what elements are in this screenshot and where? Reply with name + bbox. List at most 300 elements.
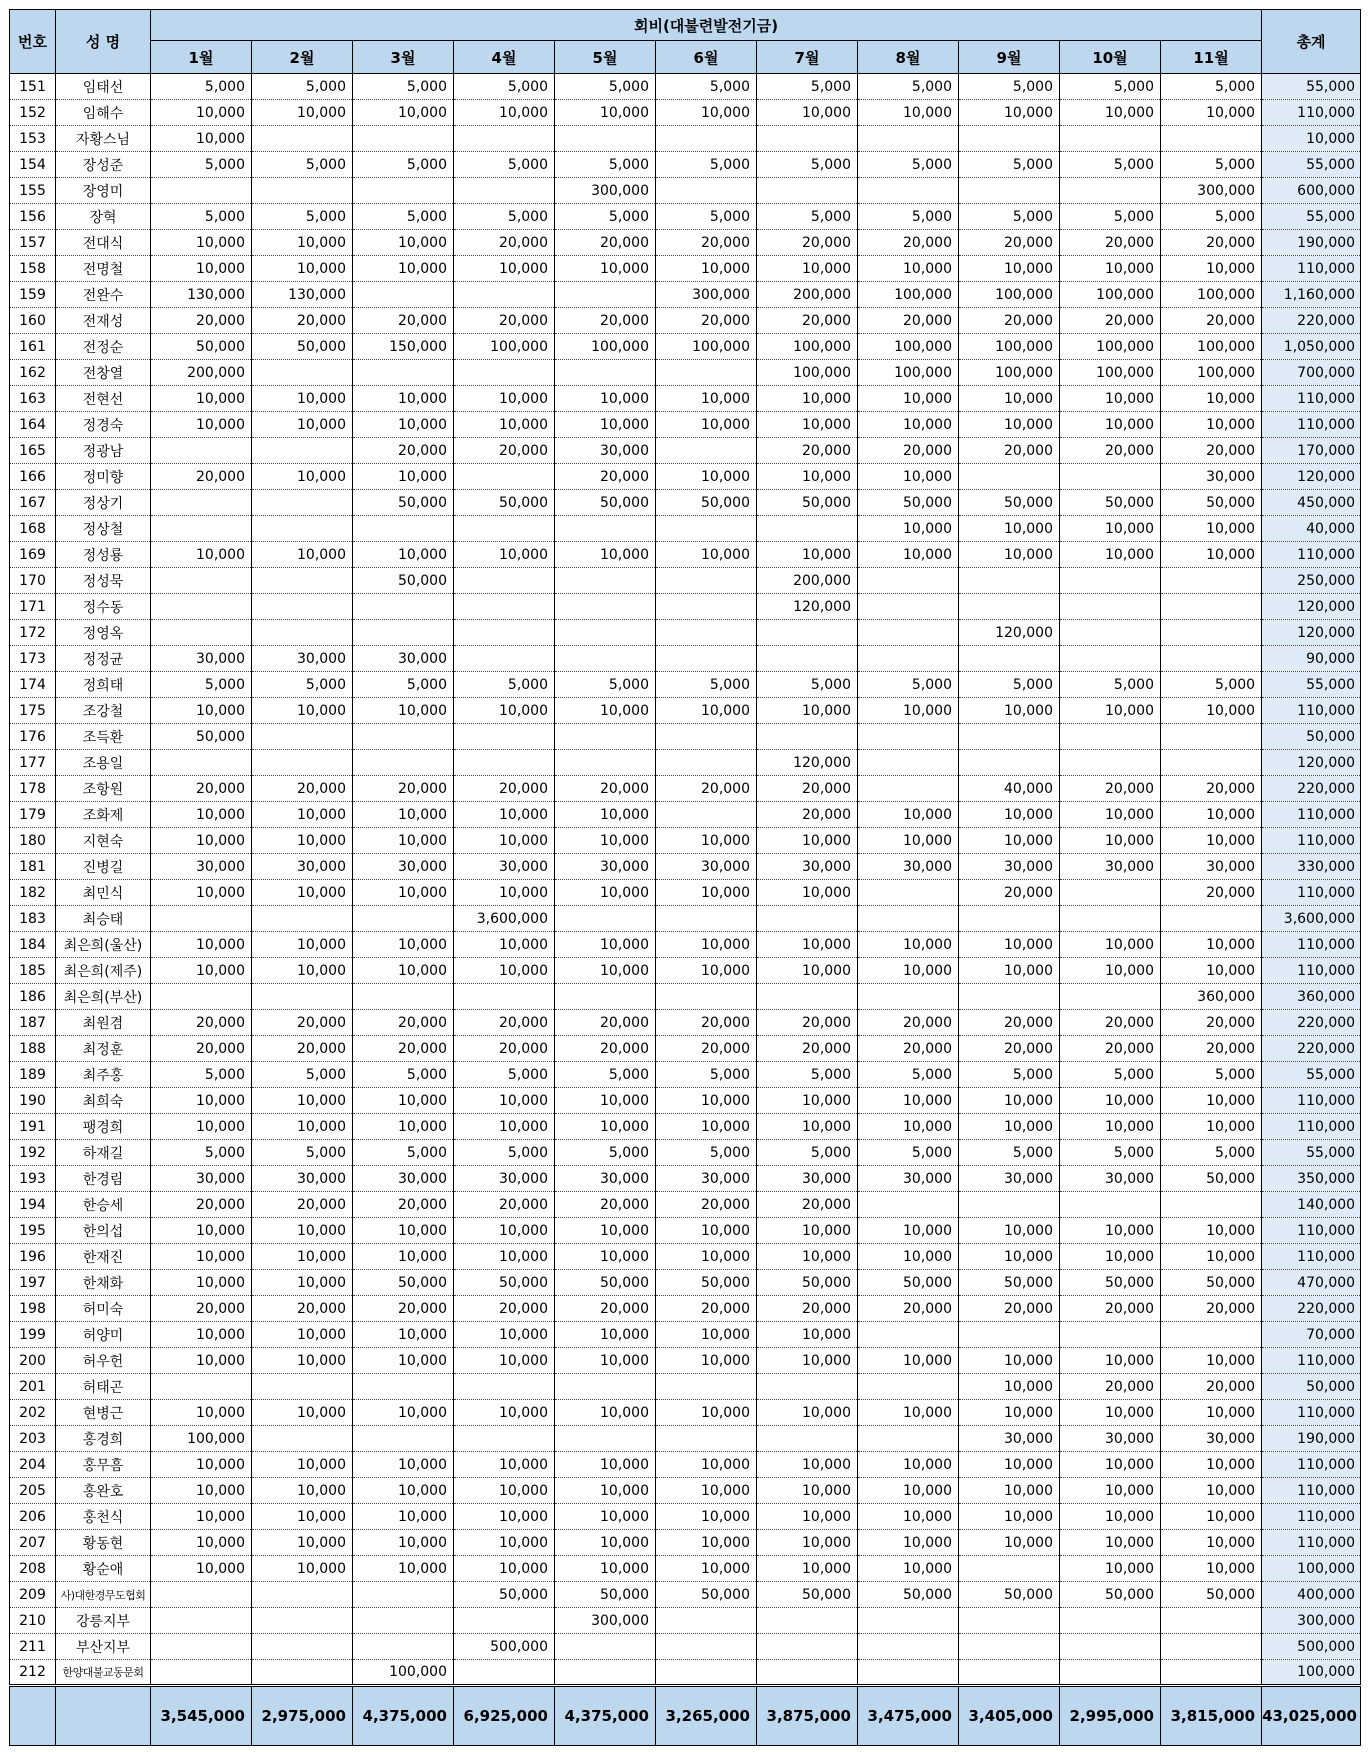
month-amount: 10,000 — [1161, 802, 1262, 828]
month-amount: 10,000 — [454, 100, 555, 126]
month-amount: 50,000 — [1161, 1582, 1262, 1608]
month-amount — [1060, 646, 1161, 672]
month-amount — [1161, 1660, 1262, 1686]
member-name: 조화제 — [56, 802, 151, 828]
month-amount: 10,000 — [151, 1244, 252, 1270]
month-amount: 5,000 — [656, 74, 757, 100]
row-total: 120,000 — [1262, 620, 1361, 646]
row-number: 189 — [10, 1062, 56, 1088]
month-amount: 30,000 — [252, 646, 353, 672]
table-row — [10, 542, 1361, 568]
month-amount: 5,000 — [858, 204, 959, 230]
month-amount: 10,000 — [1060, 1218, 1161, 1244]
month-amount: 10,000 — [858, 464, 959, 490]
totals-blank-name — [56, 1686, 151, 1746]
month-amount — [252, 1582, 353, 1608]
month-amount — [454, 594, 555, 620]
row-total: 110,000 — [1262, 698, 1361, 724]
table-row — [10, 1582, 1361, 1608]
table-row — [10, 672, 1361, 698]
month-amount: 10,000 — [858, 1530, 959, 1556]
month-amount — [656, 620, 757, 646]
month-amount: 50,000 — [151, 724, 252, 750]
month-amount: 10,000 — [1161, 698, 1262, 724]
month-amount: 10,000 — [959, 516, 1060, 542]
month-amount: 50,000 — [757, 1582, 858, 1608]
table-row — [10, 1036, 1361, 1062]
row-total: 220,000 — [1262, 308, 1361, 334]
month-amount — [454, 178, 555, 204]
month-amount — [1161, 1322, 1262, 1348]
row-total: 10,000 — [1262, 126, 1361, 152]
table-row — [10, 1530, 1361, 1556]
month-amount — [858, 1192, 959, 1218]
row-number: 199 — [10, 1322, 56, 1348]
member-name: 전대식 — [56, 230, 151, 256]
month-amount: 5,000 — [959, 1140, 1060, 1166]
member-name: 허우헌 — [56, 1348, 151, 1374]
month-amount: 10,000 — [454, 1504, 555, 1530]
month-amount: 10,000 — [353, 1244, 454, 1270]
month-amount — [1060, 464, 1161, 490]
row-total: 55,000 — [1262, 672, 1361, 698]
table-row — [10, 1634, 1361, 1660]
month-amount: 20,000 — [454, 438, 555, 464]
member-name: 한의섭 — [56, 1218, 151, 1244]
month-amount: 500,000 — [454, 1634, 555, 1660]
month-amount: 100,000 — [858, 282, 959, 308]
month-amount: 30,000 — [757, 854, 858, 880]
month-amount: 10,000 — [151, 958, 252, 984]
month-amount: 10,000 — [858, 1504, 959, 1530]
month-amount: 5,000 — [454, 74, 555, 100]
row-total: 110,000 — [1262, 1478, 1361, 1504]
month-amount: 50,000 — [1161, 1270, 1262, 1296]
month-amount: 10,000 — [858, 1348, 959, 1374]
member-name: 최민식 — [56, 880, 151, 906]
month-amount: 30,000 — [454, 854, 555, 880]
table-row — [10, 178, 1361, 204]
month-amount: 10,000 — [1060, 256, 1161, 282]
member-name: 정상철 — [56, 516, 151, 542]
month-amount: 10,000 — [252, 880, 353, 906]
row-number: 155 — [10, 178, 56, 204]
month-amount: 50,000 — [252, 334, 353, 360]
month-amount: 5,000 — [757, 1140, 858, 1166]
month-amount: 10,000 — [454, 386, 555, 412]
month-amount: 20,000 — [555, 308, 656, 334]
month-amount: 20,000 — [1060, 1374, 1161, 1400]
month-amount: 20,000 — [757, 438, 858, 464]
month-amount — [1161, 1608, 1262, 1634]
month-amount: 300,000 — [656, 282, 757, 308]
month-amount: 20,000 — [1161, 230, 1262, 256]
month-amount: 5,000 — [757, 74, 858, 100]
month-amount — [353, 1608, 454, 1634]
month-amount: 150,000 — [353, 334, 454, 360]
month-amount: 20,000 — [1161, 776, 1262, 802]
month-amount: 20,000 — [1060, 776, 1161, 802]
member-name: 조항원 — [56, 776, 151, 802]
row-number: 205 — [10, 1478, 56, 1504]
month-amount: 10,000 — [353, 1400, 454, 1426]
month-amount — [757, 646, 858, 672]
month-amount: 10,000 — [858, 1088, 959, 1114]
month-amount: 20,000 — [959, 1296, 1060, 1322]
table-row — [10, 334, 1361, 360]
month-amount: 5,000 — [353, 672, 454, 698]
month-amount — [353, 1634, 454, 1660]
month-amount: 10,000 — [1161, 542, 1262, 568]
totals-row — [10, 1686, 1361, 1746]
table-row — [10, 1244, 1361, 1270]
header-name: 성 명 — [56, 10, 151, 74]
month-amount — [656, 568, 757, 594]
month-amount: 10,000 — [1161, 1556, 1262, 1582]
month-amount: 20,000 — [555, 1010, 656, 1036]
row-total: 70,000 — [1262, 1322, 1361, 1348]
table-body — [10, 74, 1361, 1686]
month-amount: 20,000 — [151, 1010, 252, 1036]
row-number: 191 — [10, 1114, 56, 1140]
row-total: 90,000 — [1262, 646, 1361, 672]
row-total: 120,000 — [1262, 750, 1361, 776]
month-amount — [959, 646, 1060, 672]
month-amount: 10,000 — [151, 1348, 252, 1374]
month-amount: 10,000 — [555, 698, 656, 724]
month-header-row — [10, 41, 1361, 74]
month-amount — [858, 724, 959, 750]
month-amount: 10,000 — [1161, 958, 1262, 984]
month-total: 3,815,000 — [1161, 1686, 1262, 1746]
table-row — [10, 646, 1361, 672]
month-amount: 20,000 — [151, 464, 252, 490]
row-total: 3,600,000 — [1262, 906, 1361, 932]
row-number: 165 — [10, 438, 56, 464]
row-number: 209 — [10, 1582, 56, 1608]
month-amount — [1161, 906, 1262, 932]
month-amount — [252, 360, 353, 386]
month-amount: 10,000 — [252, 828, 353, 854]
month-amount: 10,000 — [151, 880, 252, 906]
row-total: 220,000 — [1262, 1296, 1361, 1322]
month-amount: 20,000 — [959, 230, 1060, 256]
month-amount: 10,000 — [757, 1530, 858, 1556]
month-amount: 10,000 — [1161, 1400, 1262, 1426]
row-total: 110,000 — [1262, 1400, 1361, 1426]
month-amount: 100,000 — [757, 334, 858, 360]
member-name: 한채화 — [56, 1270, 151, 1296]
month-amount — [1060, 568, 1161, 594]
grand-total: 43,025,000 — [1262, 1686, 1361, 1746]
month-amount: 10,000 — [858, 698, 959, 724]
member-name: 정수동 — [56, 594, 151, 620]
month-amount — [1060, 750, 1161, 776]
table-row — [10, 282, 1361, 308]
month-amount: 100,000 — [1161, 282, 1262, 308]
row-number: 197 — [10, 1270, 56, 1296]
month-amount: 10,000 — [656, 1556, 757, 1582]
month-amount: 300,000 — [555, 178, 656, 204]
member-name: 한경림 — [56, 1166, 151, 1192]
month-total: 3,405,000 — [959, 1686, 1060, 1746]
month-amount: 10,000 — [1060, 1504, 1161, 1530]
month-amount: 5,000 — [555, 74, 656, 100]
month-amount: 10,000 — [858, 1452, 959, 1478]
month-amount: 10,000 — [555, 880, 656, 906]
month-amount — [353, 282, 454, 308]
table-row — [10, 1114, 1361, 1140]
month-amount: 20,000 — [656, 776, 757, 802]
header-total: 총계 — [1262, 10, 1361, 74]
month-amount: 10,000 — [757, 464, 858, 490]
month-amount: 30,000 — [858, 1166, 959, 1192]
table-row — [10, 1218, 1361, 1244]
table-row — [10, 152, 1361, 178]
month-amount — [454, 1660, 555, 1686]
member-name: 전창열 — [56, 360, 151, 386]
row-total: 300,000 — [1262, 1608, 1361, 1634]
row-total: 110,000 — [1262, 256, 1361, 282]
month-amount: 5,000 — [1060, 1140, 1161, 1166]
month-amount — [858, 126, 959, 152]
row-total: 110,000 — [1262, 1348, 1361, 1374]
month-amount: 10,000 — [1161, 516, 1262, 542]
month-amount: 10,000 — [757, 1452, 858, 1478]
row-number: 188 — [10, 1036, 56, 1062]
month-amount: 10,000 — [1060, 1478, 1161, 1504]
month-amount: 10,000 — [151, 1322, 252, 1348]
row-total: 110,000 — [1262, 932, 1361, 958]
month-amount — [454, 1608, 555, 1634]
month-amount: 20,000 — [353, 438, 454, 464]
month-amount — [252, 126, 353, 152]
row-total: 50,000 — [1262, 724, 1361, 750]
row-number: 152 — [10, 100, 56, 126]
month-amount: 5,000 — [454, 152, 555, 178]
row-number: 169 — [10, 542, 56, 568]
table-row — [10, 1426, 1361, 1452]
row-number: 185 — [10, 958, 56, 984]
row-number: 178 — [10, 776, 56, 802]
month-total: 6,925,000 — [454, 1686, 555, 1746]
member-name: 홍경희 — [56, 1426, 151, 1452]
month-amount — [757, 1660, 858, 1686]
month-amount: 50,000 — [1161, 1166, 1262, 1192]
month-amount: 10,000 — [959, 386, 1060, 412]
month-amount: 30,000 — [151, 854, 252, 880]
month-amount — [252, 438, 353, 464]
month-amount: 10,000 — [1060, 516, 1161, 542]
month-amount: 5,000 — [252, 1140, 353, 1166]
month-amount — [757, 724, 858, 750]
header-month: 5월 — [555, 41, 656, 74]
month-amount: 10,000 — [1060, 412, 1161, 438]
month-amount: 100,000 — [353, 1660, 454, 1686]
month-amount: 5,000 — [656, 204, 757, 230]
month-total: 3,475,000 — [858, 1686, 959, 1746]
month-amount: 10,000 — [454, 1088, 555, 1114]
month-amount: 100,000 — [1161, 334, 1262, 360]
month-amount: 5,000 — [1161, 1062, 1262, 1088]
month-amount: 10,000 — [858, 542, 959, 568]
month-amount — [151, 516, 252, 542]
month-amount: 5,000 — [656, 1062, 757, 1088]
month-amount: 10,000 — [151, 932, 252, 958]
month-amount: 10,000 — [252, 1088, 353, 1114]
month-amount — [151, 1660, 252, 1686]
month-amount: 5,000 — [1060, 204, 1161, 230]
row-number: 193 — [10, 1166, 56, 1192]
month-amount: 50,000 — [656, 490, 757, 516]
month-amount: 10,000 — [656, 1530, 757, 1556]
month-amount — [1161, 1634, 1262, 1660]
month-amount: 20,000 — [454, 230, 555, 256]
month-amount: 30,000 — [1161, 1426, 1262, 1452]
month-amount: 200,000 — [757, 568, 858, 594]
row-number: 210 — [10, 1608, 56, 1634]
month-amount: 20,000 — [151, 776, 252, 802]
month-amount: 10,000 — [757, 1244, 858, 1270]
month-amount — [555, 516, 656, 542]
month-amount: 20,000 — [1161, 1374, 1262, 1400]
table-row — [10, 464, 1361, 490]
month-amount: 10,000 — [454, 1478, 555, 1504]
month-amount: 5,000 — [454, 1140, 555, 1166]
month-amount — [353, 594, 454, 620]
month-amount: 10,000 — [252, 1400, 353, 1426]
month-amount: 10,000 — [959, 1114, 1060, 1140]
row-number: 180 — [10, 828, 56, 854]
month-amount: 10,000 — [555, 1530, 656, 1556]
month-amount — [252, 750, 353, 776]
month-amount: 10,000 — [151, 542, 252, 568]
table-row — [10, 230, 1361, 256]
month-amount: 10,000 — [454, 1114, 555, 1140]
member-name: 한양대불교동문회 — [56, 1660, 151, 1686]
table-row — [10, 1270, 1361, 1296]
month-amount — [1060, 1634, 1161, 1660]
month-amount — [252, 984, 353, 1010]
month-amount: 5,000 — [151, 672, 252, 698]
month-amount: 300,000 — [555, 1608, 656, 1634]
month-amount: 10,000 — [555, 1400, 656, 1426]
month-amount — [656, 178, 757, 204]
row-total: 110,000 — [1262, 1088, 1361, 1114]
month-amount: 20,000 — [353, 308, 454, 334]
member-name: 팽경희 — [56, 1114, 151, 1140]
month-amount — [555, 126, 656, 152]
month-amount: 5,000 — [757, 1062, 858, 1088]
month-amount — [252, 1634, 353, 1660]
month-amount: 20,000 — [151, 308, 252, 334]
month-amount: 10,000 — [959, 1504, 1060, 1530]
month-amount: 30,000 — [555, 854, 656, 880]
table-row — [10, 620, 1361, 646]
month-total: 3,875,000 — [757, 1686, 858, 1746]
row-total: 110,000 — [1262, 1114, 1361, 1140]
member-name: 한승세 — [56, 1192, 151, 1218]
month-amount: 50,000 — [555, 1270, 656, 1296]
row-number: 208 — [10, 1556, 56, 1582]
month-amount — [656, 1660, 757, 1686]
month-amount: 5,000 — [656, 1140, 757, 1166]
month-amount: 10,000 — [151, 100, 252, 126]
month-amount: 10,000 — [353, 1348, 454, 1374]
table-row — [10, 1166, 1361, 1192]
month-amount: 10,000 — [757, 1478, 858, 1504]
month-amount: 30,000 — [959, 1166, 1060, 1192]
month-amount: 30,000 — [656, 854, 757, 880]
month-amount: 10,000 — [555, 1478, 656, 1504]
month-amount: 10,000 — [1161, 1114, 1262, 1140]
month-amount: 10,000 — [353, 1218, 454, 1244]
month-amount: 5,000 — [959, 152, 1060, 178]
month-amount — [858, 646, 959, 672]
row-number: 186 — [10, 984, 56, 1010]
header-month: 2월 — [252, 41, 353, 74]
month-amount: 10,000 — [757, 958, 858, 984]
month-amount: 30,000 — [757, 1166, 858, 1192]
month-amount: 10,000 — [1060, 1452, 1161, 1478]
month-amount — [555, 1634, 656, 1660]
month-amount: 30,000 — [959, 1426, 1060, 1452]
month-amount: 10,000 — [353, 1322, 454, 1348]
row-number: 179 — [10, 802, 56, 828]
month-amount: 10,000 — [353, 802, 454, 828]
month-total: 3,265,000 — [656, 1686, 757, 1746]
row-number: 200 — [10, 1348, 56, 1374]
month-amount — [959, 1608, 1060, 1634]
month-amount — [959, 984, 1060, 1010]
month-amount: 10,000 — [353, 932, 454, 958]
month-amount: 10,000 — [454, 698, 555, 724]
row-total: 120,000 — [1262, 464, 1361, 490]
month-amount — [555, 906, 656, 932]
month-amount — [353, 126, 454, 152]
month-amount — [1060, 1608, 1161, 1634]
month-amount: 130,000 — [252, 282, 353, 308]
month-amount: 10,000 — [858, 256, 959, 282]
month-amount: 20,000 — [858, 1036, 959, 1062]
month-amount: 10,000 — [959, 1452, 1060, 1478]
month-amount: 10,000 — [757, 1504, 858, 1530]
month-amount: 10,000 — [656, 1452, 757, 1478]
month-amount: 10,000 — [454, 1452, 555, 1478]
month-amount: 10,000 — [1161, 1218, 1262, 1244]
month-amount: 10,000 — [454, 880, 555, 906]
month-amount: 10,000 — [353, 386, 454, 412]
row-number: 187 — [10, 1010, 56, 1036]
row-total: 110,000 — [1262, 958, 1361, 984]
month-amount — [151, 490, 252, 516]
month-amount: 20,000 — [1161, 880, 1262, 906]
month-amount: 10,000 — [656, 464, 757, 490]
table-row — [10, 386, 1361, 412]
table-row — [10, 1322, 1361, 1348]
month-amount: 360,000 — [1161, 984, 1262, 1010]
month-amount: 10,000 — [252, 386, 353, 412]
row-number: 202 — [10, 1400, 56, 1426]
month-amount: 30,000 — [353, 1166, 454, 1192]
month-amount: 20,000 — [656, 308, 757, 334]
month-amount — [858, 1322, 959, 1348]
month-amount: 10,000 — [1161, 100, 1262, 126]
month-amount: 10,000 — [353, 828, 454, 854]
row-total: 400,000 — [1262, 1582, 1361, 1608]
month-amount: 10,000 — [555, 802, 656, 828]
month-amount: 5,000 — [1060, 1062, 1161, 1088]
